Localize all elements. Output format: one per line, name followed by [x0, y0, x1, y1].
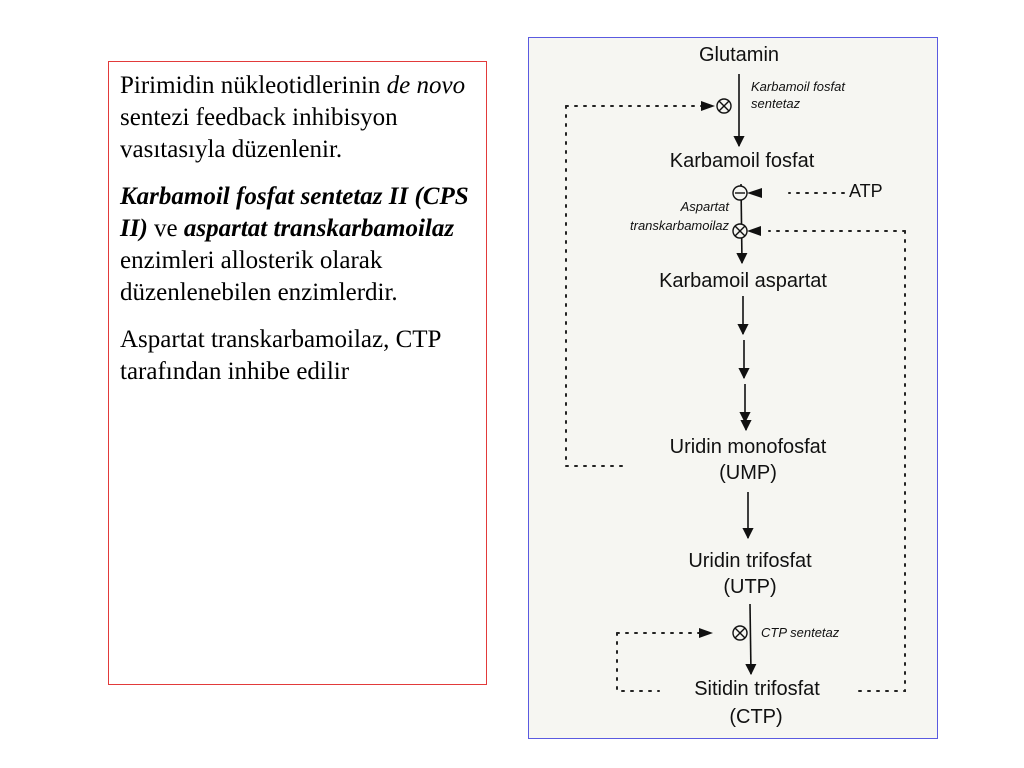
- node-utp-name: Uridin trifosfat: [688, 550, 812, 572]
- enzyme-cps-line1: Karbamoil fosfat: [751, 79, 845, 94]
- p2-cps-ii: Karbamoil fosfat sentetaz II (CPS II): [120, 183, 469, 242]
- inhibitor-icon-cps: [717, 99, 731, 113]
- p2-rest: enzimleri allosterik olarak düzenlenebilen enzimlerdir.: [120, 247, 398, 306]
- paragraph-enzymes: [120, 181, 478, 309]
- inhibitor-icon-atcase: [733, 224, 747, 238]
- node-ump-name: Uridin monofosfat: [669, 436, 827, 458]
- feedback-ctp-to-atcase: [854, 231, 905, 691]
- feedback-ctp-to-ctp-synthase: [617, 633, 659, 691]
- enzyme-ctp-sentetaz: CTP sentetaz: [761, 625, 840, 640]
- paragraph-ctp-inhibition: Aspartat transkarbamoilaz, CTP tarafından inhibe edilir: [120, 326, 441, 385]
- inhibitor-icon-ctp-synthase: [733, 626, 747, 640]
- node-ctp-name: Sitidin trifosfat: [694, 678, 820, 700]
- feedback-ump-to-cps: [566, 106, 624, 466]
- effector-atp: ATP: [849, 181, 883, 201]
- enzyme-atcase-line1: Aspartat: [680, 199, 729, 214]
- arrow-utp-to-ctp: [750, 604, 751, 674]
- activator-icon-atp: [733, 186, 747, 200]
- node-karbamoil-aspartat: Karbamoil aspartat: [659, 270, 827, 292]
- node-ump-abbr: (UMP): [719, 462, 777, 484]
- pathway-lines: [529, 38, 938, 739]
- p2-and: ve: [147, 215, 184, 242]
- p2-atcase: aspartat transkarbamoilaz: [183, 215, 455, 242]
- paragraph-feedback: [120, 70, 478, 166]
- enzyme-cps-line2: sentetaz: [751, 96, 801, 111]
- pyrimidine-pathway-figure: [528, 37, 938, 739]
- node-utp-abbr: (UTP): [723, 576, 777, 598]
- explanation-textbox: [108, 61, 487, 685]
- p1-text-a: Pirimidin nükleotidlerinin: [120, 72, 381, 99]
- p1-de-novo: de novo: [386, 72, 466, 99]
- node-karbamoil-fosfat: Karbamoil fosfat: [669, 150, 815, 172]
- p1-text-c: sentezi feedback inhibisyon vasıtasıyla düzenlenir.: [120, 104, 398, 163]
- node-ctp-abbr: (CTP): [729, 706, 783, 728]
- enzyme-atcase-line2: transkarbamoilaz: [630, 218, 729, 233]
- node-glutamin: Glutamin: [698, 44, 780, 66]
